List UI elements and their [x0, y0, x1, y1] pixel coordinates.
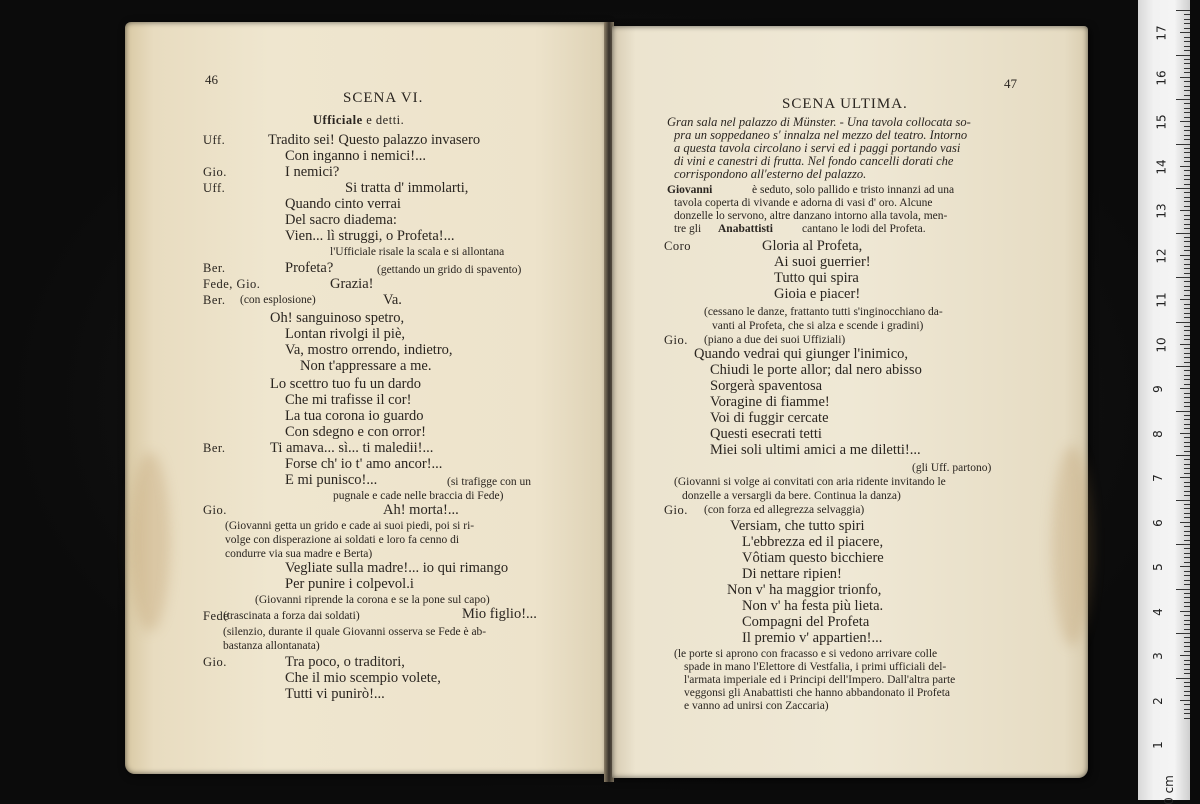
ruler-tick — [1184, 313, 1190, 314]
ruler-tick — [1184, 709, 1190, 710]
verse-line: Gioia e piacer! — [774, 286, 861, 302]
speaker-name: Ber. — [203, 441, 226, 455]
ruler-tick — [1184, 330, 1190, 331]
ruler-tick — [1184, 651, 1190, 652]
ruler-tick — [1184, 402, 1190, 403]
ruler-tick — [1184, 437, 1190, 438]
ruler-number: 10 — [1154, 336, 1169, 353]
verse-line: pugnale e cade nelle braccia di Fede) — [333, 490, 504, 502]
ruler-tick — [1184, 108, 1190, 109]
ruler-tick — [1184, 41, 1190, 42]
ruler-tick — [1184, 201, 1190, 202]
ruler-tick — [1184, 673, 1190, 674]
ruler-tick — [1184, 46, 1190, 47]
verse-line: (le porte si aprono con fracasso e si vedono arrivare colle — [674, 648, 938, 660]
ruler-number: 2 — [1150, 696, 1165, 705]
ruler-tick — [1184, 19, 1190, 20]
verse-line: L'ebbrezza ed il piacere, — [742, 534, 884, 550]
verse-line: condurre via sua madre e Berta) — [225, 548, 373, 560]
page-number: 47 — [1004, 76, 1017, 91]
ruler-tick — [1184, 682, 1190, 683]
ruler-tick — [1176, 233, 1190, 234]
ruler-tick — [1184, 419, 1190, 420]
verse-line: Mio figlio!... — [462, 606, 537, 622]
ruler-tick — [1176, 411, 1190, 412]
scene-title: SCENA ULTIMA. — [782, 96, 908, 112]
scene-subtitle — [313, 112, 404, 128]
verse-line: Versiam, che tutto spiri — [730, 518, 865, 534]
verse-line: (si trafigge con un — [447, 476, 531, 488]
character-name: Anabattisti — [718, 223, 773, 235]
ruler-tick — [1176, 633, 1190, 634]
ruler-tick — [1184, 23, 1190, 24]
left-page — [125, 22, 607, 774]
verse-line: Quando vedrai qui giunger l'inimico, — [694, 346, 909, 362]
stage-direction-line: corrispondono all'esterno del palazzo. — [674, 167, 867, 181]
ruler-number: 4 — [1150, 607, 1165, 616]
ruler-tick — [1176, 500, 1190, 501]
ruler-number: 0 cm — [1161, 774, 1176, 804]
ruler-tick — [1184, 339, 1190, 340]
verse-line: (gli Uff. partono) — [912, 462, 992, 474]
measuring-ruler — [1138, 0, 1190, 804]
ruler-tick — [1180, 255, 1190, 256]
verse-line: Ti amava... sì... ti maledii!... — [270, 440, 434, 456]
ruler-tick — [1184, 268, 1190, 269]
verse-line: Non v' ha festa più lieta. — [742, 598, 884, 614]
ruler-tick — [1184, 602, 1190, 603]
verse-line: (cessano le danze, frattanto tutti s'inginocchiano da- — [704, 306, 943, 318]
ruler-tick — [1180, 32, 1190, 33]
ruler-tick — [1184, 397, 1190, 398]
speaker-name: Ber. — [203, 293, 226, 307]
ruler-tick — [1176, 366, 1190, 367]
ruler-tick — [1184, 295, 1190, 296]
stage-direction-line: di vini e canestri di frutta. Nel fondo cancelli dorati che — [674, 154, 954, 168]
verse-line: Tutto qui spira — [774, 270, 859, 286]
verse-line: e vanno ad unirsi con Zaccaria) — [684, 700, 829, 712]
ruler-tick — [1184, 290, 1190, 291]
verse-line: Profeta? — [285, 260, 334, 276]
ruler-tick — [1184, 95, 1190, 96]
ruler-tick — [1180, 77, 1190, 78]
ruler-tick — [1184, 637, 1190, 638]
ruler-number: 17 — [1154, 25, 1169, 41]
verse-line: Tutti vi punirò!... — [285, 686, 385, 702]
verse-line: Voi di fuggir cercate — [710, 410, 829, 426]
ruler-tick — [1184, 304, 1190, 305]
ruler-number: 12 — [1154, 247, 1169, 264]
speaker-name: Fede, Gio. — [203, 277, 261, 291]
verse-line: Che il mio scempio volete, — [285, 670, 441, 686]
verse-line: Con inganno i nemici!... — [285, 148, 426, 164]
ruler-tick — [1184, 691, 1190, 692]
ruler-tick — [1184, 406, 1190, 407]
ruler-tick — [1176, 10, 1190, 11]
ruler-tick — [1184, 459, 1190, 460]
ruler-number: 15 — [1154, 114, 1169, 130]
verse-line: (Giovanni si volge ai convitati con aria ridente invitando le — [674, 476, 946, 488]
ruler-tick — [1184, 615, 1190, 616]
ruler-tick — [1184, 584, 1190, 585]
ruler-tick — [1184, 375, 1190, 376]
ruler-tick — [1184, 126, 1190, 127]
verse-line: Lo scettro tuo fu un dardo — [270, 376, 422, 392]
ruler-tick — [1184, 575, 1190, 576]
ruler-tick — [1184, 68, 1190, 69]
speaker-name: Uff. — [203, 181, 226, 195]
ruler-tick — [1180, 477, 1190, 478]
verse-line: (con forza ed allegrezza selvaggia) — [704, 504, 865, 516]
verse-line: Ai suoi guerrier! — [774, 254, 871, 270]
verse-line: donzelle a versargli da bere. Continua la danza) — [682, 490, 901, 502]
ruler-tick — [1180, 166, 1190, 167]
verse-line: (Giovanni getta un grido e cade ai suoi piedi, poi si ri- — [225, 520, 475, 532]
verse-line: Chiudi le porte allor; dal nero abisso — [710, 362, 922, 378]
description-line: cantano le lodi del Profeta. — [802, 223, 926, 235]
character-name: Giovanni — [667, 184, 713, 196]
verse-line: vanti al Profeta, che si alza e scende i gradini) — [712, 320, 924, 332]
ruler-tick — [1184, 513, 1190, 514]
verse-line: Non v' ha maggior trionfo, — [727, 582, 882, 598]
ruler-tick — [1180, 655, 1190, 656]
ruler-tick — [1176, 99, 1190, 100]
subtitle-rest: e detti. — [366, 113, 405, 127]
ruler-tick — [1184, 37, 1190, 38]
ruler-tick — [1184, 28, 1190, 29]
ruler-tick — [1184, 718, 1190, 719]
ruler-tick — [1184, 593, 1190, 594]
ruler-tick — [1184, 620, 1190, 621]
ruler-tick — [1184, 228, 1190, 229]
verse-line: Questi esecrati tetti — [710, 426, 822, 442]
verse-line: Il premio v' appartien!... — [742, 630, 883, 646]
ruler-number: 14 — [1154, 158, 1169, 175]
verse-line: l'armata imperiale ed i Principi dell'Impero. Dall'altra parte — [684, 674, 956, 686]
ruler-tick — [1184, 713, 1190, 714]
ruler-tick — [1184, 184, 1190, 185]
ruler-number: 11 — [1154, 292, 1169, 308]
speaker-name: Uff. — [203, 133, 226, 147]
ruler-number: 6 — [1150, 518, 1165, 527]
ruler-tick — [1184, 219, 1190, 220]
ruler-tick — [1176, 455, 1190, 456]
ruler-tick — [1184, 468, 1190, 469]
ruler-tick — [1184, 562, 1190, 563]
verse-line: La tua corona io guardo — [285, 408, 424, 424]
ruler-tick — [1184, 686, 1190, 687]
ruler-tick — [1180, 433, 1190, 434]
verse-line: (gettando un grido di spavento) — [377, 264, 522, 276]
ruler-tick — [1184, 486, 1190, 487]
verse-line: Ah! morta!... — [383, 502, 459, 518]
ruler-tick — [1184, 597, 1190, 598]
ruler-tick — [1184, 264, 1190, 265]
verse-line: Di nettare ripien! — [742, 566, 842, 582]
ruler-tick — [1184, 308, 1190, 309]
ruler-tick — [1184, 135, 1190, 136]
ruler-tick — [1176, 188, 1190, 189]
ruler-tick — [1184, 90, 1190, 91]
ruler-tick — [1184, 424, 1190, 425]
description-line: è seduto, solo pallido e tristo innanzi ad una — [752, 184, 955, 196]
speaker-name: Coro — [664, 239, 691, 253]
ruler-tick — [1184, 664, 1190, 665]
verse-line: Si tratta d' immolarti, — [345, 180, 469, 196]
ruler-tick — [1184, 473, 1190, 474]
ruler-tick — [1184, 629, 1190, 630]
ruler-number: 9 — [1150, 385, 1165, 393]
verse-line: Del sacro diadema: — [285, 212, 397, 228]
speaker-name: Fede — [203, 609, 230, 623]
verse-line: (piano a due dei suoi Uffiziali) — [704, 334, 846, 346]
ruler-tick — [1176, 277, 1190, 278]
ruler-tick — [1184, 175, 1190, 176]
ruler-tick — [1184, 428, 1190, 429]
stage-direction-line: a questa tavola circolano i servi ed i paggi portando vasi — [674, 141, 961, 155]
ruler-tick — [1184, 130, 1190, 131]
ruler-number: 16 — [1154, 69, 1169, 86]
ruler-tick — [1184, 59, 1190, 60]
verse-line: Tra poco, o traditori, — [285, 654, 405, 670]
ruler-tick — [1184, 504, 1190, 505]
ruler-tick — [1184, 526, 1190, 527]
ruler-tick — [1184, 464, 1190, 465]
ruler-tick — [1184, 553, 1190, 554]
verse-line: (trascinata a forza dai soldati) — [223, 610, 360, 622]
speaker-name: Gio. — [203, 165, 227, 179]
ruler-tick — [1184, 624, 1190, 625]
ruler-tick — [1184, 273, 1190, 274]
ruler-tick — [1184, 224, 1190, 225]
verse-line: (Giovanni riprende la corona e se la pone sul capo) — [255, 594, 490, 606]
speaker-name: Gio. — [203, 503, 227, 517]
ruler-tick — [1184, 606, 1190, 607]
verse-line: (con esplosione) — [240, 294, 316, 306]
page-stain — [130, 452, 170, 632]
verse-line: spade in mano l'Elettore di Vestfalia, i primi ufficiali del- — [684, 661, 947, 673]
verse-line: Che mi trafisse il cor! — [285, 392, 412, 408]
ruler-tick — [1184, 112, 1190, 113]
ruler-tick — [1184, 250, 1190, 251]
ruler-number: 7 — [1150, 474, 1165, 482]
ruler-number: 5 — [1150, 563, 1165, 571]
ruler-tick — [1184, 259, 1190, 260]
ruler-tick — [1184, 81, 1190, 82]
verse-line: Sorgerà spaventosa — [710, 378, 823, 394]
verse-line: I nemici? — [285, 164, 340, 180]
ruler-tick — [1184, 317, 1190, 318]
ruler-tick — [1184, 348, 1190, 349]
verse-line: Grazia! — [330, 276, 374, 292]
ruler-tick — [1184, 241, 1190, 242]
ruler-tick — [1184, 206, 1190, 207]
ruler-tick — [1184, 362, 1190, 363]
verse-line: bastanza allontanata) — [223, 640, 320, 652]
ruler-tick — [1180, 566, 1190, 567]
ruler-tick — [1184, 642, 1190, 643]
ruler-tick — [1176, 678, 1190, 679]
ruler-tick — [1176, 144, 1190, 145]
ruler-tick — [1180, 522, 1190, 523]
verse-line: Vôtiam questo bicchiere — [742, 550, 884, 566]
ruler-tick — [1184, 353, 1190, 354]
ruler-tick — [1184, 660, 1190, 661]
ruler-tick — [1184, 695, 1190, 696]
ruler-tick — [1180, 611, 1190, 612]
speaker-name: Gio. — [203, 655, 227, 669]
verse-line: Forse ch' io t' amo ancor!... — [285, 456, 443, 472]
verse-line: E mi punisco!... — [285, 472, 378, 488]
ruler-tick — [1184, 571, 1190, 572]
ruler-tick — [1184, 482, 1190, 483]
character-name: Ufficiale — [313, 113, 363, 127]
ruler-tick — [1184, 326, 1190, 327]
ruler-tick — [1184, 517, 1190, 518]
verse-line: volge con disperazione ai soldati e loro fa cenno di — [225, 534, 460, 546]
verse-line: Tradito sei! Questo palazzo invasero — [268, 132, 481, 148]
ruler-tick — [1184, 72, 1190, 73]
stage-direction-line: pra un soppedaneo s' innalza nel mezzo del teatro. Intorno — [674, 128, 968, 142]
verse-line: Oh! sanguinoso spetro, — [270, 310, 405, 326]
verse-line: Vien... lì struggi, o Profeta!... — [285, 228, 455, 244]
ruler-tick — [1184, 491, 1190, 492]
ruler-tick — [1184, 237, 1190, 238]
ruler-tick — [1184, 442, 1190, 443]
ruler-tick — [1184, 63, 1190, 64]
ruler-tick — [1184, 179, 1190, 180]
verse-line: Compagni del Profeta — [742, 614, 870, 630]
verse-line: Lontan rivolgi il piè, — [285, 326, 406, 342]
verse-line: (silenzio, durante il quale Giovanni osserva se Fede è ab- — [223, 626, 487, 638]
ruler-tick — [1184, 415, 1190, 416]
verse-line: Va, mostro orrendo, indietro, — [285, 342, 453, 358]
ruler-tick — [1184, 14, 1190, 15]
ruler-number: 8 — [1150, 429, 1165, 438]
ruler-tick — [1180, 344, 1190, 345]
stage-direction-line: Gran sala nel palazzo di Münster. - Una tavola collocata so- — [667, 115, 971, 129]
ruler-tick — [1184, 646, 1190, 647]
ruler-tick — [1184, 384, 1190, 385]
scene-title: SCENA VI. — [343, 90, 424, 106]
ruler-tick — [1184, 669, 1190, 670]
ruler-tick — [1184, 139, 1190, 140]
ruler-tick — [1180, 210, 1190, 211]
ruler-tick — [1184, 379, 1190, 380]
verse-line: Va. — [383, 292, 402, 308]
verse-line: Quando cinto verrai — [285, 196, 401, 212]
verse-line: Con sdegno e con orror! — [285, 424, 426, 440]
verse-line: l'Ufficiale risale la scala e si allontana — [330, 246, 505, 258]
description-line: tavola coperta di vivande e adorna di vasi d' oro. Alcune — [674, 197, 933, 209]
ruler-tick — [1184, 148, 1190, 149]
verse-line: Vegliate sulla madre!... io qui rimango — [285, 560, 509, 576]
description-line: tre gli — [674, 223, 702, 235]
ruler-tick — [1184, 357, 1190, 358]
ruler-number: 1 — [1150, 741, 1165, 749]
speaker-name: Gio. — [664, 503, 688, 517]
ruler-tick — [1184, 86, 1190, 87]
description-line: donzelle lo servono, altre danzano intorno alla tavola, men- — [674, 210, 948, 222]
ruler-tick — [1184, 451, 1190, 452]
ruler-tick — [1184, 531, 1190, 532]
ruler-tick — [1184, 495, 1190, 496]
ruler-tick — [1184, 286, 1190, 287]
ruler-tick — [1184, 50, 1190, 51]
verse-line: Miei soli ultimi amici a me diletti!... — [710, 442, 921, 458]
ruler-tick — [1176, 55, 1190, 56]
ruler-number: 3 — [1150, 652, 1165, 660]
ruler-tick — [1180, 121, 1190, 122]
ruler-tick — [1184, 335, 1190, 336]
ruler-tick — [1184, 540, 1190, 541]
page-number: 46 — [205, 72, 218, 87]
right-page — [612, 26, 1088, 778]
page-stain — [1052, 446, 1092, 646]
ruler-tick — [1184, 170, 1190, 171]
ruler-tick — [1184, 192, 1190, 193]
ruler-tick — [1184, 557, 1190, 558]
ruler-tick — [1184, 508, 1190, 509]
ruler-tick — [1184, 704, 1190, 705]
ruler-tick — [1180, 388, 1190, 389]
ruler-tick — [1176, 544, 1190, 545]
speaker-name: Gio. — [664, 333, 688, 347]
ruler-tick — [1176, 322, 1190, 323]
verse-line: Per punire i colpevol.i — [285, 576, 414, 592]
verse-line: veggonsi gli Anabattisti che hanno abbandonato il Profeta — [684, 687, 951, 699]
ruler-tick — [1184, 103, 1190, 104]
ruler-tick — [1184, 548, 1190, 549]
ruler-tick — [1184, 152, 1190, 153]
ruler-tick — [1184, 246, 1190, 247]
ruler-number: 13 — [1154, 203, 1169, 219]
verse-line: Non t'appressare a me. — [300, 358, 432, 374]
ruler-tick — [1184, 535, 1190, 536]
ruler-tick — [1184, 197, 1190, 198]
ruler-tick — [1176, 589, 1190, 590]
ruler-tick — [1184, 580, 1190, 581]
ruler-tick — [1180, 700, 1190, 701]
verse-line: Gloria al Profeta, — [762, 238, 863, 254]
verse-line: Voragine di fiamme! — [710, 394, 830, 410]
ruler-tick — [1180, 299, 1190, 300]
ruler-tick — [1184, 215, 1190, 216]
ruler-tick — [1184, 161, 1190, 162]
ruler-tick — [1184, 281, 1190, 282]
ruler-tick — [1184, 370, 1190, 371]
ruler-tick — [1184, 157, 1190, 158]
ruler-tick — [1184, 446, 1190, 447]
ruler-tick — [1184, 393, 1190, 394]
ruler-tick — [1184, 117, 1190, 118]
speaker-name: Ber. — [203, 261, 226, 275]
